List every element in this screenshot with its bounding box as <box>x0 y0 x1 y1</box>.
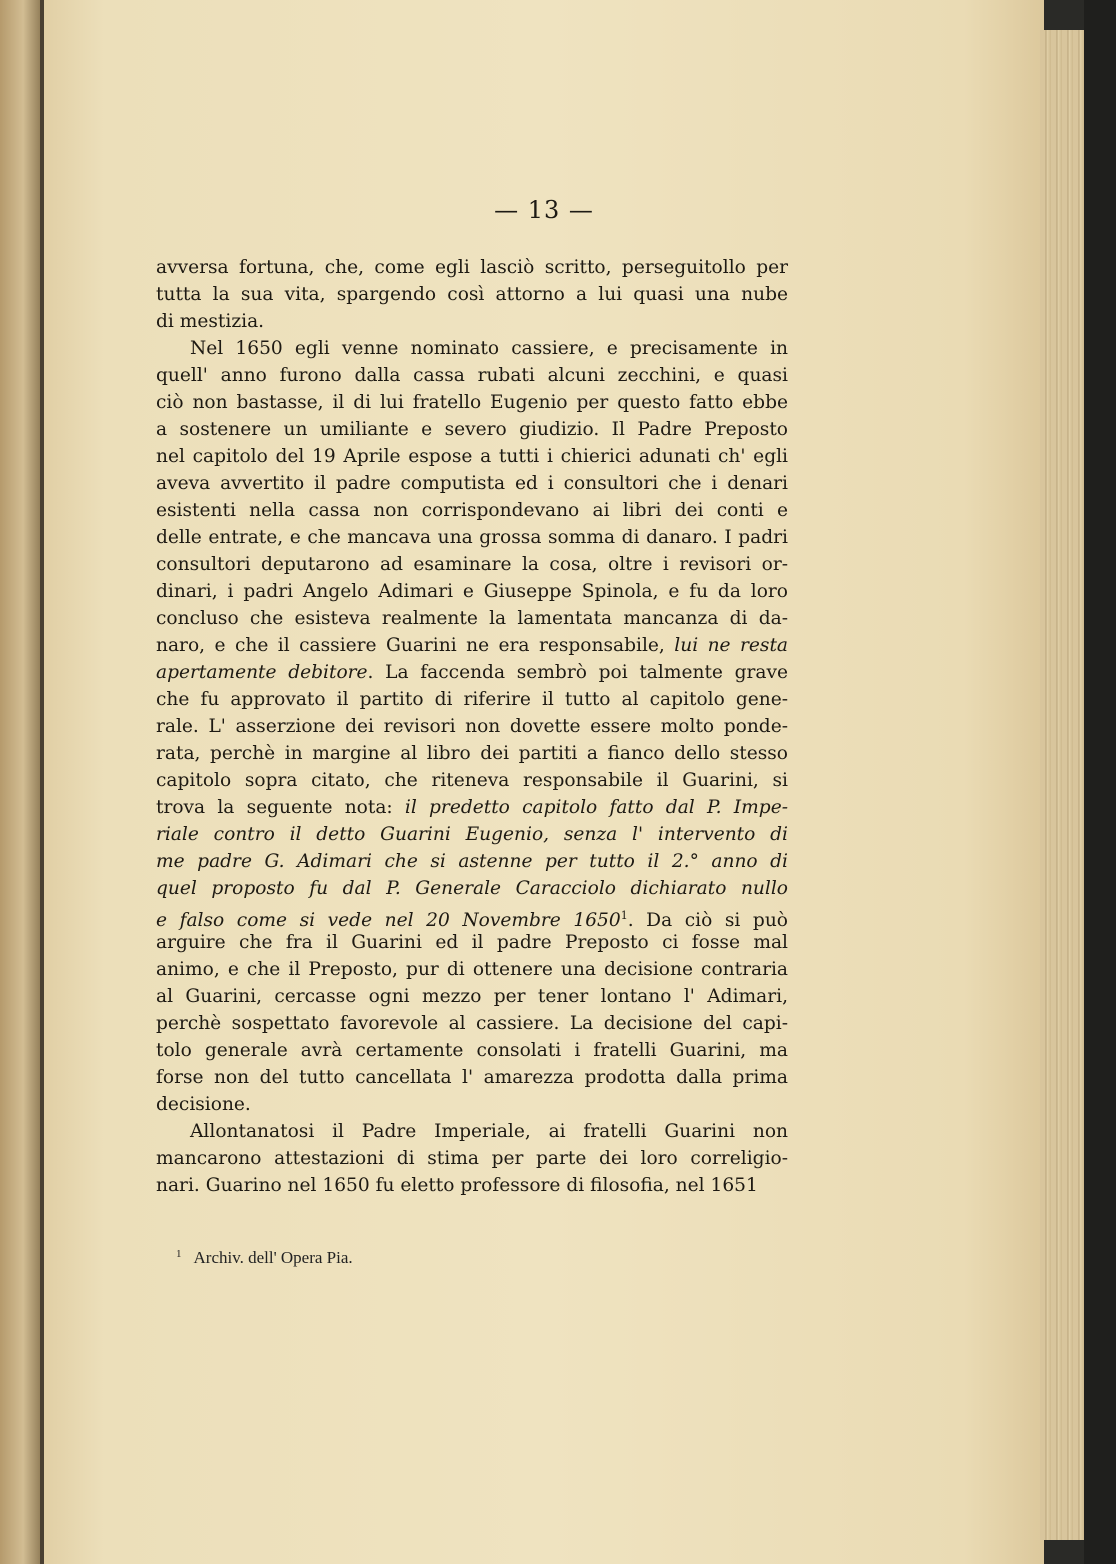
text-line <box>156 470 788 497</box>
text-line <box>156 1064 788 1091</box>
text-line <box>156 1172 788 1199</box>
text-run: tolo generale avrà certamente consolati i fratelli Guarini, ma <box>156 1040 788 1061</box>
text-line <box>156 1037 788 1064</box>
text-run: animo, e che il Preposto, pur di ottenere una decisione contraria <box>156 959 788 980</box>
text-run: di mestizia. <box>156 311 265 332</box>
text-run: a sostenere un umiliante e severo giudizio. Il Padre Preposto <box>156 419 788 440</box>
text-line <box>156 740 788 767</box>
text-run: . La faccenda sembrò poi talmente grave <box>367 662 789 683</box>
text-line <box>156 659 788 686</box>
text-line <box>156 767 788 794</box>
text-run: mancarono attestazioni di stima per parte dei loro correligio- <box>156 1148 788 1169</box>
footnote <box>176 1248 576 1268</box>
text-run: esistenti nella cassa non corrispondevano ai libri dei conti e <box>156 500 788 521</box>
text-line <box>156 929 788 956</box>
text-run: arguire che fra il Guarini ed il padre Preposto ci fosse mal <box>156 932 788 953</box>
italic-text: e falso come si vede nel 20 Novembre 1650 <box>156 910 621 932</box>
text-line <box>156 443 788 470</box>
text-run: rale. L' asserzione dei revisori non dovette essere molto ponde- <box>156 716 788 737</box>
text-line <box>156 821 788 848</box>
text-run: forse non del tutto cancellata l' amarezza prodotta dalla prima <box>156 1067 788 1088</box>
text-run: nari. Guarino nel 1650 fu eletto professore di filosofia, nel 1651 <box>156 1175 758 1196</box>
body-text <box>156 254 788 1199</box>
text-run: avversa fortuna, che, come egli lasciò scritto, perseguitollo per <box>156 257 788 278</box>
text-line <box>156 1091 788 1118</box>
text-run: perchè sospettato favorevole al cassiere. La decisione del capi- <box>156 1013 788 1034</box>
italic-text: apertamente debitore <box>156 662 368 683</box>
text-run: quell' anno furono dalla cassa rubati alcuni zecchini, e quasi <box>156 365 788 386</box>
text-line <box>156 416 788 443</box>
text-run: Nel 1650 egli venne nominato cassiere, e precisamente in <box>190 338 788 359</box>
footnote-text: Archiv. dell' Opera Pia. <box>193 1248 353 1267</box>
page-edges <box>1040 30 1086 1540</box>
text-run: trova la seguente nota: <box>156 797 405 818</box>
text-line <box>156 848 788 875</box>
text-run: dinari, i padri Angelo Adimari e Giuseppe Spinola, e fu da loro <box>156 581 788 602</box>
footnote-ref: 1 <box>620 909 628 922</box>
text-run: tutta la sua vita, spargendo così attorno a lui quasi una nube <box>156 284 788 305</box>
text-line <box>156 956 788 983</box>
text-line <box>156 335 788 362</box>
text-line <box>156 686 788 713</box>
scan-background <box>1084 0 1116 1564</box>
text-line <box>156 1118 788 1145</box>
text-line <box>156 875 788 902</box>
italic-text: riale contro il detto Guarini Eugenio, senza l' intervento di <box>156 824 788 845</box>
text-line <box>156 983 788 1010</box>
text-run: al Guarini, cercasse ogni mezzo per tener lontano l' Adimari, <box>156 986 788 1007</box>
italic-text: quel proposto fu dal P. Generale Caracciolo dichiarato nullo <box>156 878 788 899</box>
text-line <box>156 254 788 281</box>
text-line <box>156 308 788 335</box>
text-line <box>156 281 788 308</box>
text-run: rata, perchè in margine al libro dei partiti a fianco dello stesso <box>156 743 788 764</box>
text-run: delle entrate, e che mancava una grossa somma di danaro. I padri <box>156 527 788 548</box>
book-page <box>44 0 1044 1564</box>
text-line <box>156 578 788 605</box>
text-line <box>156 1145 788 1172</box>
text-line <box>156 551 788 578</box>
text-line <box>156 902 788 932</box>
italic-text: il predetto capitolo fatto dal P. Impe- <box>404 797 788 818</box>
text-run: concluso che esisteva realmente la lamentata mancanza di da- <box>156 608 788 629</box>
text-run: naro, e che il cassiere Guarini ne era responsabile, <box>156 635 675 656</box>
text-line <box>156 524 788 551</box>
italic-text: lui ne resta <box>674 635 788 656</box>
text-run: ciò non bastasse, il di lui fratello Eugenio per questo fatto ebbe <box>156 392 788 413</box>
text-line <box>156 497 788 524</box>
text-line <box>156 632 788 659</box>
page-number: — 13 — <box>494 196 594 224</box>
text-run: decisione. <box>156 1094 251 1115</box>
text-line <box>156 605 788 632</box>
previous-page-edge <box>0 0 42 1564</box>
text-run: consultori deputarono ad esaminare la cosa, oltre i revisori or- <box>156 554 788 575</box>
text-line <box>156 389 788 416</box>
text-run: aveva avvertito il padre computista ed i consultori che i denari <box>156 473 788 494</box>
text-line <box>156 1010 788 1037</box>
text-run: Allontanatosi il Padre Imperiale, ai fratelli Guarini non <box>190 1121 788 1142</box>
italic-text: me padre G. Adimari che si astenne per tutto il 2.° anno di <box>156 851 788 872</box>
text-run: nel capitolo del 19 Aprile espose a tutti i chierici adunati ch' egli <box>156 446 788 467</box>
footnote-mark: 1 <box>176 1248 182 1260</box>
text-line <box>156 362 788 389</box>
text-line <box>156 713 788 740</box>
text-run: capitolo sopra citato, che riteneva responsabile il Guarini, si <box>156 770 788 791</box>
text-line <box>156 794 788 821</box>
text-run: . Da ciò si può <box>627 910 788 932</box>
text-run: che fu approvato il partito di riferire il tutto al capitolo gene- <box>156 689 788 710</box>
